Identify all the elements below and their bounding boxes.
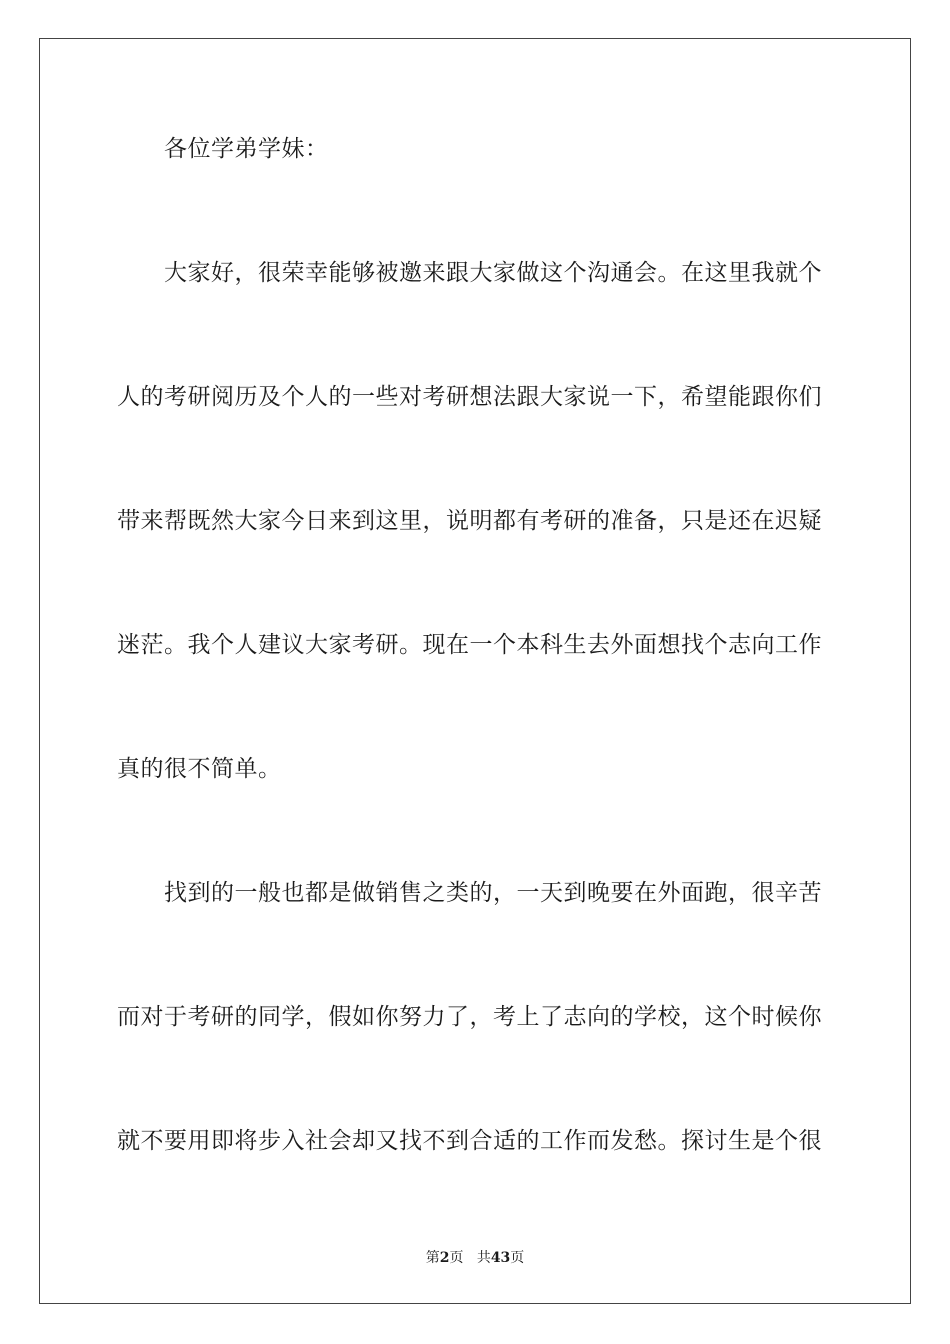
paragraph-line: 带来帮既然大家今日来到这里，说明都有考研的准备，只是还在迟疑	[117, 508, 822, 534]
paragraph-line: 人的考研阅历及个人的一些对考研想法跟大家说一下，希望能跟你们	[117, 384, 822, 410]
paragraph-line: 就不要用即将步入社会却又找不到合适的工作而发愁。探讨生是个很	[117, 1128, 822, 1154]
total-pages: 43	[490, 1250, 511, 1266]
paragraph-line: 找到的一般也都是做销售之类的，一天到晚要在外面跑，很辛苦	[164, 880, 822, 906]
paragraph-line: 而对于考研的同学，假如你努力了，考上了志向的学校，这个时候你	[117, 1004, 822, 1030]
paragraph-line: 迷茫。我个人建议大家考研。现在一个本科生去外面想找个志向工作	[117, 632, 822, 658]
page-footer	[0, 1249, 950, 1267]
salutation-line: 各位学弟学妹：	[164, 136, 329, 162]
paragraph-line: 大家好，很荣幸能够被邀来跟大家做这个沟通会。在这里我就个	[164, 260, 822, 286]
paragraph-line: 真的很不简单。	[117, 756, 282, 782]
page-number: 2	[439, 1250, 450, 1266]
page-frame	[39, 38, 911, 1304]
total-suffix: 页	[510, 1250, 525, 1266]
total-prefix: 共	[476, 1250, 491, 1266]
page-suffix: 页	[449, 1250, 464, 1266]
page-prefix: 第	[425, 1250, 440, 1266]
